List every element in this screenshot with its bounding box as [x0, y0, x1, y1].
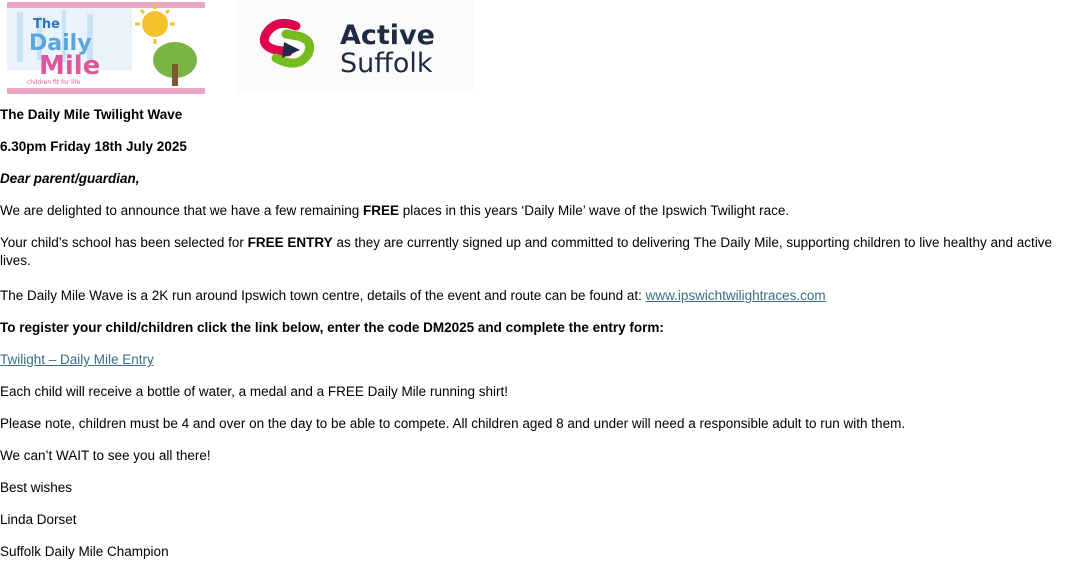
p2-before: Your child’s school has been selected for — [0, 235, 248, 250]
register-instructions: To register your child/children click the link below, enter the code DM2025 and complete the entry form: — [0, 320, 664, 335]
svg-text:Mile: Mile — [39, 51, 101, 81]
paragraph-event-details — [0, 287, 826, 305]
svg-text:Active: Active — [340, 20, 435, 51]
svg-text:children fit for life: children fit for life — [27, 79, 81, 86]
svg-text:Suffolk: Suffolk — [340, 48, 433, 79]
event-date: 6.30pm Friday 18th July 2025 — [0, 139, 187, 154]
p1-after: places in this years ‘Daily Mile’ wave of the Ipswich Twilight race. — [399, 203, 790, 218]
signature-name: Linda Dorset — [0, 512, 77, 527]
signature-role: Suffolk Daily Mile Champion — [0, 544, 169, 559]
paragraph-closing: We can’t WAIT to see you all there! — [0, 448, 211, 463]
website-link[interactable]: www.ipswichtwilightraces.com — [645, 288, 826, 303]
paragraph-free-places — [0, 202, 789, 220]
p2-bold: FREE ENTRY — [247, 235, 333, 250]
p2-after: as they are currently signed up and committed to delivering The Daily Mile, supporting children to live healthy and active lives. — [0, 235, 1053, 268]
header-logos — [0, 0, 480, 96]
greeting: Dear parent/guardian, — [0, 171, 140, 186]
active-suffolk-mark-icon — [236, 0, 474, 92]
svg-text:Daily: Daily — [29, 31, 92, 56]
p3-text: The Daily Mile Wave is a 2K run around Ipswich town centre, details of the event and route can be found at: — [0, 288, 646, 303]
letter-title: The Daily Mile Twilight Wave — [0, 107, 183, 122]
entry-link[interactable]: Twilight – Daily Mile Entry — [0, 352, 154, 367]
signoff: Best wishes — [0, 480, 73, 495]
svg-text:The: The — [33, 17, 60, 32]
daily-mile-logo — [7, 2, 205, 94]
paragraph-rewards: Each child will receive a bottle of water, a medal and a FREE Daily Mile running shirt! — [0, 384, 508, 399]
p1-before: We are delighted to announce that we have a few remaining — [0, 203, 363, 218]
active-suffolk-logo — [236, 0, 474, 92]
p1-bold: FREE — [362, 203, 399, 218]
paragraph-age-note: Please note, children must be 4 and over on the day to be able to compete. All children aged 8 and under will need a responsible adult to run with them. — [0, 416, 906, 431]
paragraph-free-entry — [0, 234, 1080, 270]
